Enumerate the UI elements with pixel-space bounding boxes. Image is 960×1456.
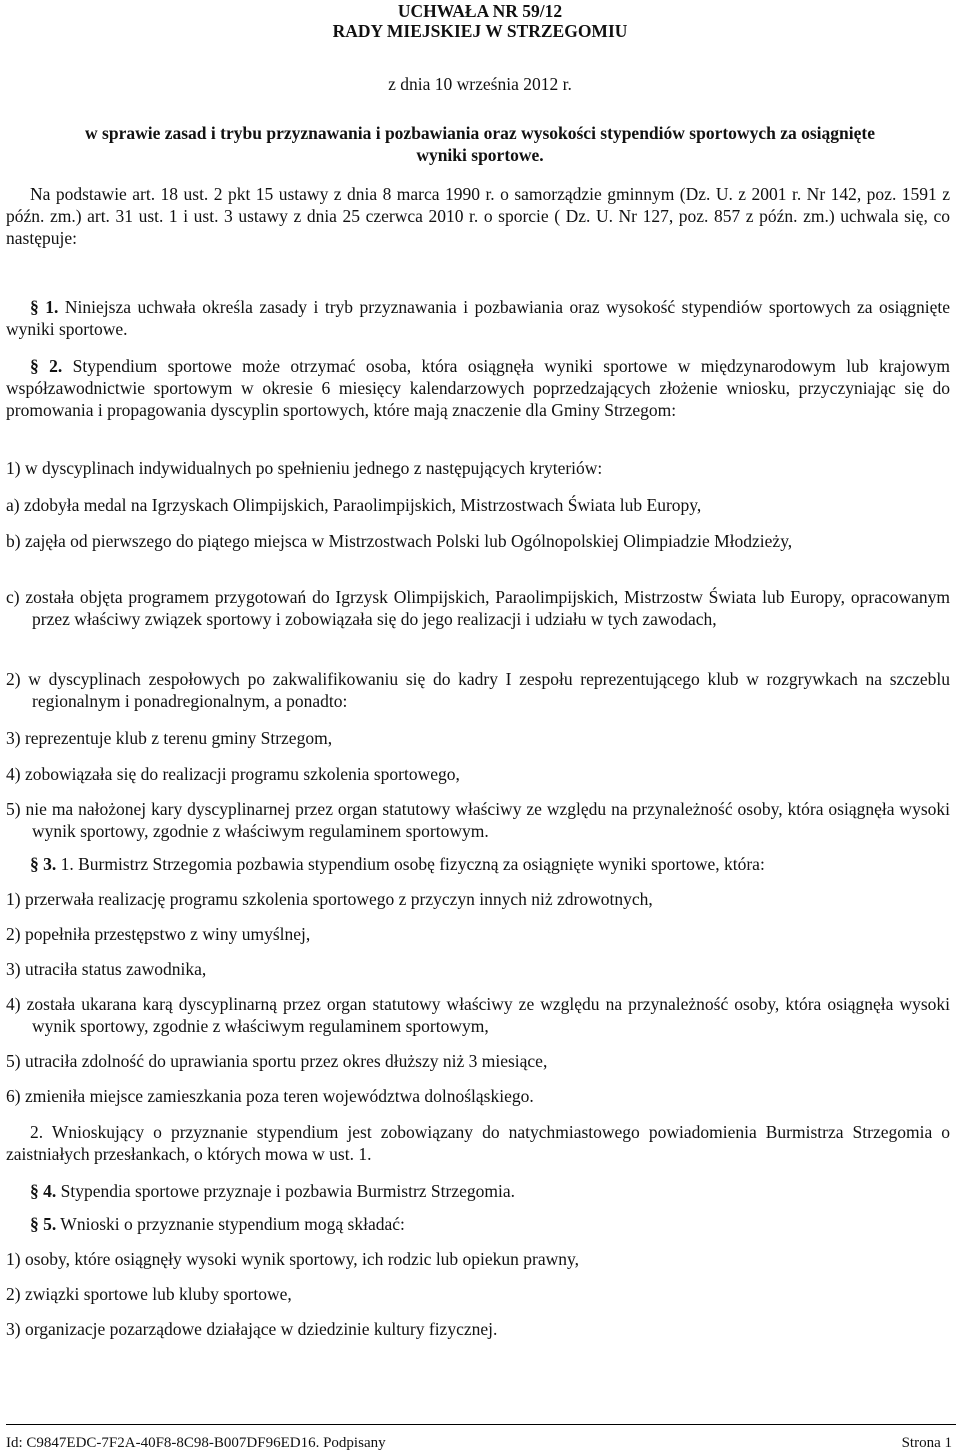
list-item: 2) w dyscyplinach zespołowych po zakwalifikowaniu się do kadry I zespołu reprezentującego klub w rozgrywkach na szczeblu regionalnym i ponadregionalnym, a ponadto: xyxy=(6,669,950,711)
list-item: 2) popełniła przestępstwo z winy umyślnej, xyxy=(6,924,311,944)
footer-divider xyxy=(6,1424,956,1425)
list-item: 3) utraciła status zawodnika, xyxy=(6,959,207,979)
paragraph-3 xyxy=(6,853,950,875)
list-item: 3) organizacje pozarządowe działające w dziedzinie kultury fizycznej. xyxy=(6,1319,498,1339)
document-title: UCHWAŁA NR 59/12 xyxy=(397,1,563,21)
list-item: 1) osoby, które osiągnęły wysoki wynik sportowy, ich rodzic lub opiekun prawny, xyxy=(6,1249,580,1269)
paragraph-3-ust-2: 2. Wnioskujący o przyznanie stypendium jest zobowiązany do natychmiastowego powiadomienia Burmistrza Strzegomia o zaistniałych przesłankach, o których mowa w ust. 1. xyxy=(6,1122,950,1164)
list-item: 4) została ukarana karą dyscyplinarną przez organ statutowy właściwy ze względu na przynależność osoby, która osiągnęła wysoki wynik sportowy, zgodnie z właściwym regulaminem sportowym, xyxy=(6,994,950,1036)
list-item: 6) zmieniła miejsce zamieszkania poza teren województwa dolnośląskiego. xyxy=(6,1086,534,1106)
document-date: z dnia 10 września 2012 r. xyxy=(388,74,572,94)
issuing-body: RADY MIEJSKIEJ W STRZEGOMIU xyxy=(332,21,628,41)
paragraph-number: § 2. xyxy=(30,356,63,376)
list-item: 3) reprezentuje klub z terenu gminy Strzegom, xyxy=(6,728,333,748)
paragraph-number: § 4. xyxy=(30,1181,57,1201)
paragraph-text: Niniejsza uchwała określa zasady i tryb przyznawania i pozbawiania oraz wysokość stypendiów sportowych za osiągnięte wyniki sportowe. xyxy=(6,297,951,339)
paragraph-text: Stypendium sportowe może otrzymać osoba, która osiągnęła wyniki sportowe w międzynarodowym lub krajowym współzawodnictwie sportowym w okresie 6 miesięcy kalendarzowych poprzedzających złożenie wniosku, przyczyniając się do promowania i propagowania dyscyplin sportowych, które mają znaczenie dla Gminy Strzegom: xyxy=(6,356,951,420)
paragraph-text: Wnioski o przyznanie stypendium mogą składać: xyxy=(56,1214,405,1234)
list-item: 5) nie ma nałożonej kary dyscyplinarnej przez organ statutowy właściwy ze względu na przynależność osoby, która osiągnęła wysoki wynik sportowy, zgodnie z właściwym regulaminem sportowym. xyxy=(6,799,950,841)
document-subject: w sprawie zasad i trybu przyznawania i pozbawiania oraz wysokości stypendiów sportowych za osiągnięte wyniki sportowe. xyxy=(85,123,875,165)
list-item: b) zajęła od pierwszego do piątego miejsca w Mistrzostwach Polski lub Ogólnopolskiej Olimpiadzie Młodzieży, xyxy=(6,531,793,551)
paragraph-2 xyxy=(6,355,950,421)
list-item: 4) zobowiązała się do realizacji programu szkolenia sportowego, xyxy=(6,764,460,784)
paragraph-number: § 3. xyxy=(30,854,57,874)
paragraph-text: 1. Burmistrz Strzegomia pozbawia stypendium osobę fizyczną za osiągnięte wyniki sportowe, która: xyxy=(56,854,765,874)
list-item: 5) utraciła zdolność do uprawiania sportu przez okres dłuższy niż 3 miesiące, xyxy=(6,1051,548,1071)
paragraph-number: § 1. xyxy=(30,297,59,317)
paragraph-4 xyxy=(6,1180,950,1202)
list-item: c) została objęta programem przygotowań do Igrzysk Olimpijskich, Paraolimpijskich, Mistrzostw Świata lub Europy, opracowanym przez właściwy związek sportowy i zobowiązała się do jego realizacji i udziału w tych zawodach, xyxy=(6,587,950,629)
preamble: Na podstawie art. 18 ust. 2 pkt 15 ustawy z dnia 8 marca 1990 r. o samorządzie gminnym (Dz. U. z 2001 r. Nr 142, poz. 1591 z późn. zm.) art. 31 ust. 1 i ust. 3 ustawy z dnia 25 czerwca 2010 r. o sporcie ( Dz. U. Nr 127, poz. 857 z późn. zm.) uchwala się, co następuje: xyxy=(6,184,950,248)
paragraph-text: Stypendia sportowe przyznaje i pozbawia Burmistrz Strzegomia. xyxy=(56,1181,516,1201)
list-item: 1) przerwała realizację programu szkolenia sportowego z przyczyn innych niż zdrowotnych, xyxy=(6,889,653,909)
paragraph-number: § 5. xyxy=(30,1214,57,1234)
paragraph-1 xyxy=(6,296,950,340)
list-item: a) zdobyła medal na Igrzyskach Olimpijskich, Paraolimpijskich, Mistrzostwach Świata lub Europy, xyxy=(6,495,702,515)
list-item: 2) związki sportowe lub kluby sportowe, xyxy=(6,1284,292,1304)
page-number: Strona 1 xyxy=(901,1435,952,1451)
document-id: Id: C9847EDC-7F2A-40F8-8C98-B007DF96ED16. Podpisany xyxy=(6,1435,386,1451)
paragraph-5 xyxy=(6,1213,950,1235)
list-item: 1) w dyscyplinach indywidualnych po spełnieniu jednego z następujących kryteriów: xyxy=(6,458,603,478)
